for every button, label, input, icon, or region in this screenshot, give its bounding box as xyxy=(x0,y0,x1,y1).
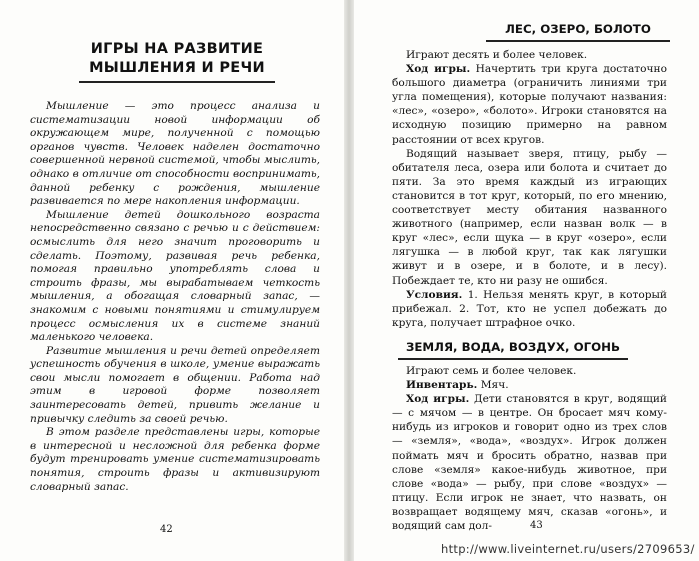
title-underline xyxy=(79,81,275,83)
book-gutter xyxy=(344,0,354,561)
intro-paragraph: Мышление детей дошкольного возраста непосредственно связано с речью и с действием: осмыслить для него значит проговорить и сделать. Поэтому, развивая речь ребенка, помогая правильно употреблять слова и строить фразы, мы вырабатываем четкость мышления, а обогащая словарный запас, — знакомим с новыми понятиями и стимулируем процесс осмысления их в системе знаний маленького человека. xyxy=(30,208,320,344)
game-title-forest-lake-swamp: ЛЕС, ОЗЕРО, БОЛОТО xyxy=(486,18,670,42)
game2-course xyxy=(392,392,667,533)
game1-conditions xyxy=(392,288,667,330)
game2-inventory xyxy=(392,378,667,392)
intro-paragraph: В этом разделе представлены игры, которые в интересной и несложной для ребенка форме будут тренировать умение систематизировать понятия, строить фразы и активизируют словарный запас. xyxy=(30,426,320,493)
game2-players: Играют семь и более человек. xyxy=(406,365,577,377)
section-title-line1: ИГРЫ НА РАЗВИТИЕ xyxy=(90,41,264,57)
game1-body xyxy=(392,48,667,330)
intro-text xyxy=(30,100,320,494)
game1-course-text: Начертить три круга достаточно большого диаметра (ограничить линиями три угла помещения), которые получают названия: «лес», «озеро», «болото». Игроки становятся на исходную позицию примерно на равном расстоянии от всех кругов. xyxy=(392,63,667,146)
game1-players: Играют десять и более человек. xyxy=(406,49,588,61)
game-title-earth-water-air-fire: ЗЕМЛЯ, ВОДА, ВОЗДУХ, ОГОНЬ xyxy=(398,336,628,360)
game1-driver: Водящий называет зверя, птицу, рыбу — обитателя леса, озера или болота и считает до пяти. За это время каждый из играющих становится в тот круг, который, по его мнению, соответствует месту обитания названного животного (например, если назван волк — в круг «лес», если щука — в круг «озеро», если лягушка — в любой круг, так как лягушки живут и в озере, и в болоте, и в лесу). Побеждает те, кто ни разу не ошибся. xyxy=(392,147,667,287)
game2-body xyxy=(392,364,667,533)
intro-paragraph: Мышление — это процесс анализа и систематизации новой информации об окружающем мире, полученной с помощью органов чувств. Человек наделен достаточно совершенной нервной системой, чтобы мыслить, однако в отличие от способности воспринимать, данной ребенку с рождения, мышление развивается по мере накопления информации. xyxy=(30,100,320,208)
page-number-left: 42 xyxy=(160,524,173,535)
game1-conditions-label: Условия. xyxy=(406,288,463,301)
game1-course xyxy=(392,62,667,147)
game2-inventory-text: Мяч. xyxy=(477,379,509,392)
watermark-url: http://www.liveinternet.ru/users/2709653/ xyxy=(441,542,695,556)
page-number-right: 43 xyxy=(530,520,543,531)
game2-course-label: Ход игры. xyxy=(406,393,470,406)
game1-course-label: Ход игры. xyxy=(406,63,471,76)
game2-inventory-label: Инвентарь. xyxy=(406,379,478,392)
section-title xyxy=(52,40,302,83)
game1-conditions-text: 1. Нельзя менять круг, в который прибежал. 2. Тот, кто не успел добежать до круга, получает штрафное очко. xyxy=(392,288,667,329)
game2-course-text: Дети становятся в круг, водящий — с мячом — в центре. Он бросает мяч кому-нибудь из игроков и говорит одно из трех слов — «земля», «вода», «воздух». Игрок должен поймать мяч и бросить обратно, назвав при слове «земля» какое-нибудь животное, при слове «вода» — рыбу, при слове «воздух» — птицу. Если игрок не знает, что назвать, он возвращает водящему мяч, сказав «огонь», и водящий сам дол- xyxy=(392,393,667,533)
section-title-line2: МЫШЛЕНИЯ И РЕЧИ xyxy=(89,60,265,76)
intro-paragraph: Развитие мышления и речи детей определяет успешность обучения в школе, умение выражать свои мысли помогает в общении. Работа над этим в игровой форме позволяет заинтересовать детей, привить желание и привычку следить за своей речью. xyxy=(30,344,320,425)
